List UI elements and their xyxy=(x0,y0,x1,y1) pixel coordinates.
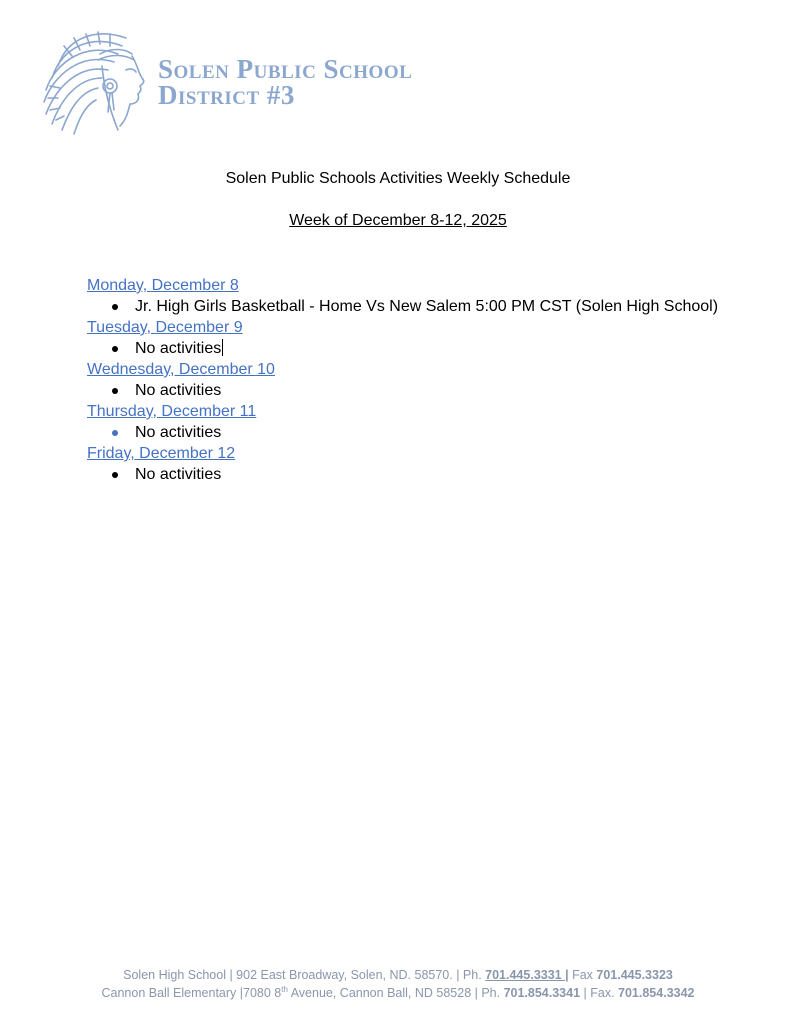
indian-head-logo-icon xyxy=(38,26,154,138)
footer-fax-number: 701.445.3323 xyxy=(596,968,673,982)
weekly-schedule xyxy=(87,276,747,486)
text-cursor xyxy=(222,339,223,356)
district-name-line1: Solen Public School xyxy=(158,54,413,84)
bullet-icon xyxy=(112,388,118,394)
footer-fax-label: Fax xyxy=(568,968,597,982)
activity-text[interactable]: No activities xyxy=(135,340,222,357)
day-heading-tuesday[interactable]: Tuesday, December 9 xyxy=(87,319,243,336)
footer-phone-link[interactable]: 701.445.3331 | xyxy=(485,968,569,982)
activity-item xyxy=(87,296,747,318)
footer-address-cont: Avenue, Cannon Ball, ND 58528 | Ph. xyxy=(287,986,504,1000)
footer-address: Solen High School | 902 East Broadway, Solen, ND. 58570. | Ph. xyxy=(123,968,486,982)
day-heading-monday[interactable]: Monday, December 8 xyxy=(87,277,239,294)
bullet-icon xyxy=(112,304,118,310)
day-friday xyxy=(87,444,747,486)
district-name-line2: District #3 xyxy=(158,80,295,110)
bullet-icon xyxy=(112,430,118,436)
day-monday xyxy=(87,276,747,318)
footer-contact xyxy=(0,966,796,1002)
day-heading-thursday[interactable]: Thursday, December 11 xyxy=(87,403,257,420)
activity-text: No activities xyxy=(135,382,222,399)
activity-list xyxy=(87,338,747,360)
activity-list xyxy=(87,296,747,318)
activity-item xyxy=(87,338,747,360)
day-heading-wednesday[interactable]: Wednesday, December 10 xyxy=(87,361,275,378)
activity-list xyxy=(87,380,747,402)
footer-phone-number: 701.854.3341 xyxy=(503,986,581,1000)
footer-address: Cannon Ball Elementary |7080 8 xyxy=(101,986,282,1000)
footer-superscript: th xyxy=(281,984,288,994)
week-range: Week of December 8-12, 2025 xyxy=(289,212,507,229)
activity-item xyxy=(87,380,747,402)
footer-fax-number: 701.854.3342 xyxy=(618,986,695,1000)
document-title: Solen Public Schools Activities Weekly Schedule xyxy=(225,170,571,187)
footer-line-elementary xyxy=(0,984,796,1002)
day-thursday xyxy=(87,402,747,444)
day-heading-friday[interactable]: Friday, December 12 xyxy=(87,445,236,462)
letterhead xyxy=(38,26,458,138)
activity-list xyxy=(87,464,747,486)
activity-text: No activities xyxy=(135,466,222,483)
activity-text: No activities xyxy=(135,424,222,441)
day-tuesday xyxy=(87,318,747,360)
footer-fax-label: | Fax. xyxy=(580,986,619,1000)
bullet-icon xyxy=(112,346,118,352)
bullet-icon xyxy=(112,472,118,478)
footer-line-high-school xyxy=(0,966,796,984)
activity-item xyxy=(87,422,747,444)
district-name xyxy=(158,56,412,108)
day-wednesday xyxy=(87,360,747,402)
activity-item xyxy=(87,464,747,486)
activity-list xyxy=(87,422,747,444)
activity-text: Jr. High Girls Basketball - Home Vs New Salem 5:00 PM CST (Solen High School) xyxy=(135,298,719,315)
